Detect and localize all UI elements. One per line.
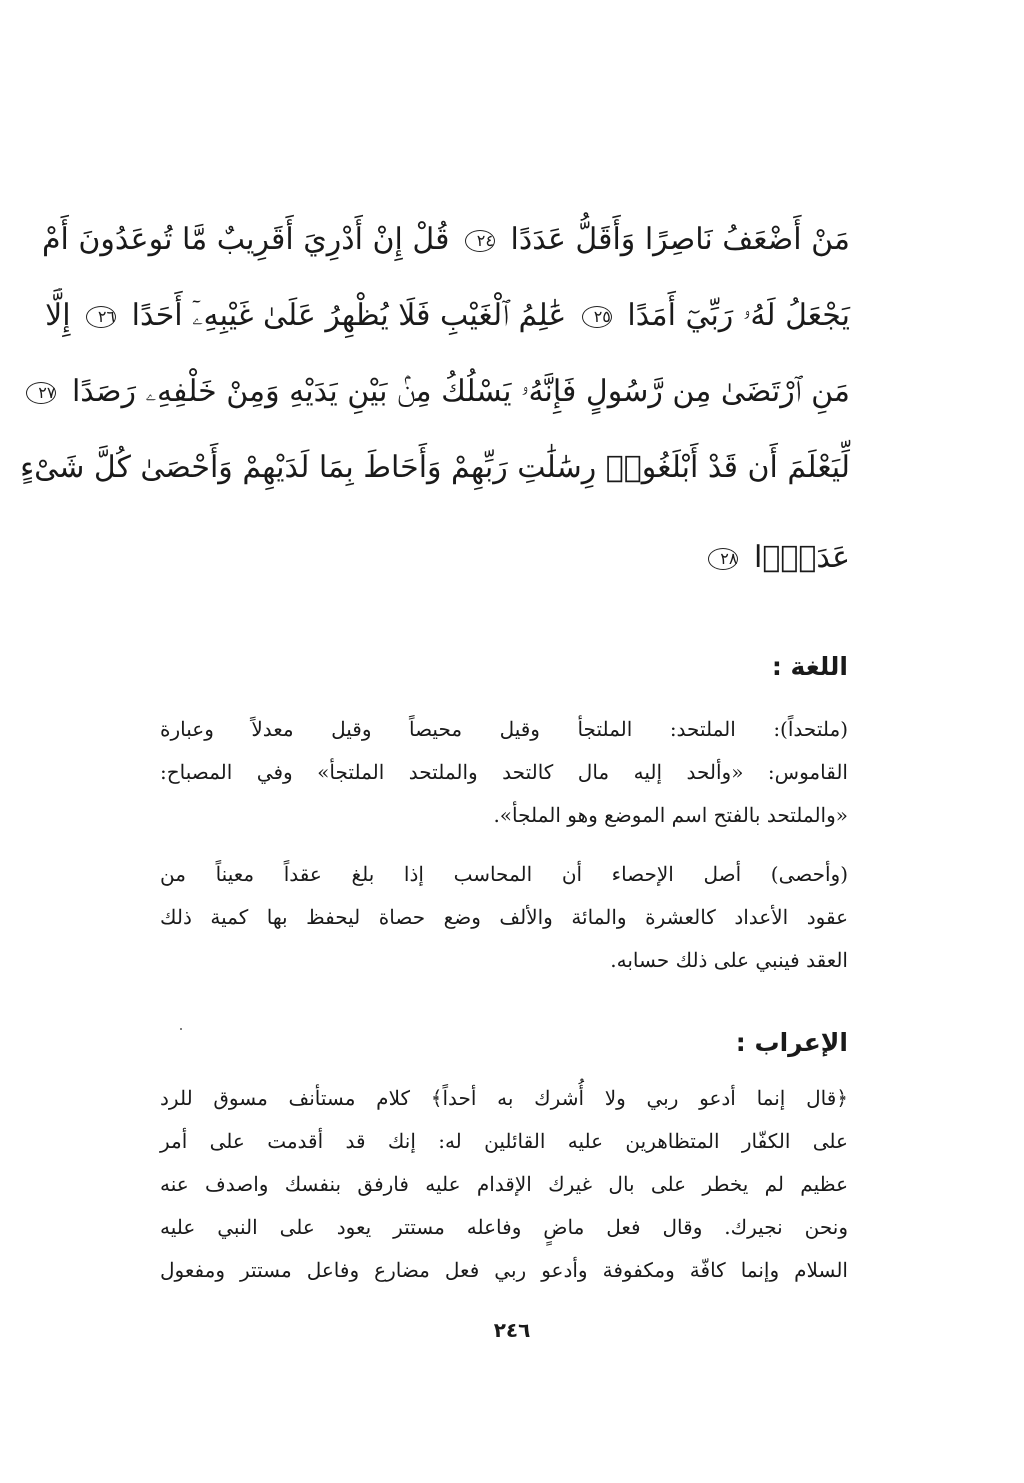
text-line: «والملتحد بالفتح اسم الموضع وهو الملجأ». <box>493 803 848 827</box>
quran-text: إِلَّا <box>45 298 71 333</box>
quran-line <box>38 374 850 433</box>
ayah-number-marker: ٢٥ <box>582 306 612 328</box>
text-line: على الكفّار المتظاهرين عليه القائلين له: إنك قد أقدمت على أمر <box>160 1129 848 1153</box>
quran-text: عَٰلِمُ ٱلْغَيْبِ فَلَا يُظْهِرُ عَلَىٰ غَيْبِهِۦٓ أَحَدًا <box>131 298 567 333</box>
scan-speck <box>58 288 61 291</box>
text-line: ونحن نجيرك. وقال فعل ماضٍ وفاعله مستتر يعود على النبي عليه <box>160 1215 848 1239</box>
section-heading-syntax: الإعراب : <box>735 1028 848 1057</box>
text-line: (وأحصى) أصل الإحصاء أن المحاسب إذا بلغ عقداً معيناً من <box>160 862 848 886</box>
text-line: عقود الأعداد كالعشرة والمائة والألف وضع حصاة ليحفظ بها كمية ذلك <box>160 905 848 929</box>
text-line: (ملتحداً): الملتحد: الملتجأ وقيل محيصاً وقيل معدلاً وعبارة <box>160 717 848 741</box>
syntax-paragraph <box>160 1077 848 1292</box>
quran-text: مَنِ ٱرْتَضَىٰ مِن رَّسُولٍ فَإِنَّهُۥ يَسْلُكُ مِنۢ بَيْنِ يَدَيْهِ وَمِنْ خَلْفِهِۦ رَصَدًا <box>71 374 850 409</box>
text-line: عظيم لم يخطر على بال غيرك الإقدام عليه فارفق بنفسك واصدف عنه <box>160 1172 848 1196</box>
quran-text: يَجْعَلُ لَهُۥ رَبِّيٓ أَمَدًا <box>627 298 850 333</box>
ayah-number-marker: ٢٨ <box>708 548 738 570</box>
quran-line <box>45 298 850 357</box>
text-line: القاموس: «وألحد إليه مال كالتحد والملتحد الملتجأ» وفي المصباح: <box>160 760 848 784</box>
quran-line <box>41 222 850 281</box>
text-line: السلام وإنما كافّة ومكفوفة وأدعو ربي فعل مضارع وفاعل مستتر ومفعول <box>160 1258 848 1282</box>
quran-text: مَنْ أَضْعَفُ نَاصِرًا وَأَقَلُّ عَدَدًا <box>510 222 850 257</box>
quran-line <box>20 450 850 509</box>
ayah-number-marker: ٢٦ <box>86 306 116 328</box>
text-line: العقد فينبي على ذلك حسابه. <box>610 948 848 972</box>
page-number: ٢٤٦ <box>493 1318 531 1342</box>
ayah-number-marker: ٢٤ <box>465 230 495 252</box>
language-paragraph-2 <box>160 853 848 982</box>
quran-text: لِّيَعْلَمَ أَن قَدْ أَبْلَغُوا۟ رِسَٰلَٰتِ رَبِّهِمْ وَأَحَاطَ بِمَا لَدَيْهِمْ وَأَحْصَىٰ كُلَّ شَىْءٍ <box>20 450 850 485</box>
quran-text: عَدَدًۢا <box>754 540 850 575</box>
quran-line <box>150 540 850 599</box>
ayah-number-marker: ٢٧ <box>26 382 56 404</box>
text-line: ﴿قال إنما أدعو ربي ولا أُشرك به أحداً﴾ كلام مستأنف مسوق للرد <box>160 1086 848 1110</box>
quran-text: قُلْ إِنْ أَدْرِيَ أَقَرِيبٌ مَّا تُوعَدُونَ أَمْ <box>41 222 450 257</box>
scan-speck <box>180 1028 182 1030</box>
language-paragraph-1 <box>160 708 848 837</box>
section-heading-language: اللغة : <box>771 652 848 681</box>
